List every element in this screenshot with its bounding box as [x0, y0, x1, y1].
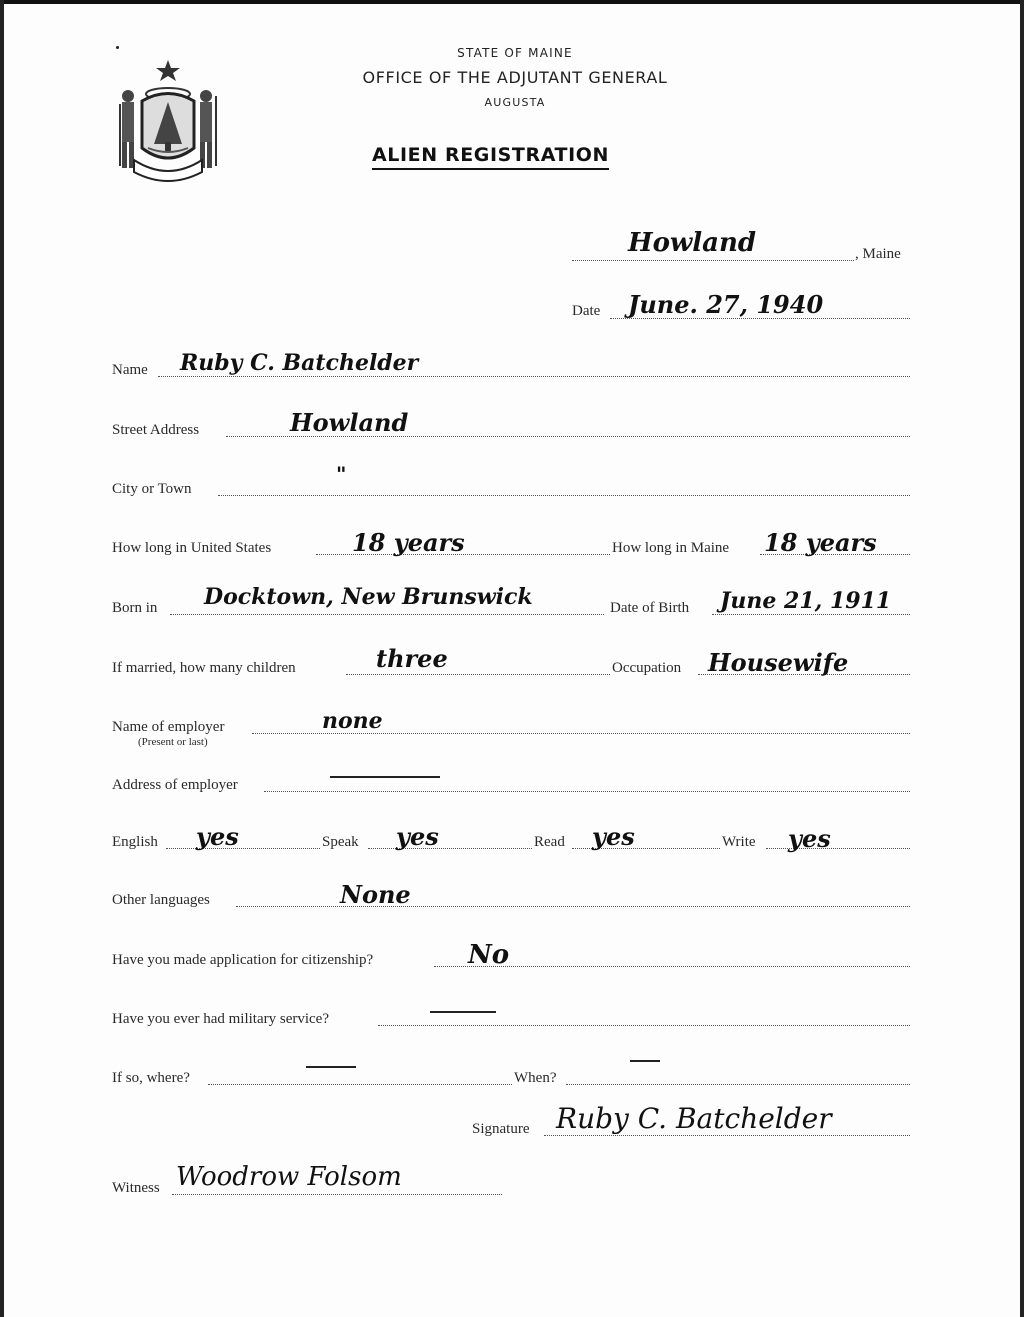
speak-label: Speak: [322, 834, 359, 850]
citizenship-label: Have you made application for citizenship?: [112, 952, 374, 968]
employer-address-label: Address of employer: [112, 777, 238, 793]
employer-address-dash: [330, 776, 440, 778]
place-line: [572, 260, 854, 261]
dob-label: Date of Birth: [610, 600, 690, 616]
header-state: STATE OF MAINE: [457, 46, 573, 60]
military-label: Have you ever had military service?: [112, 1011, 329, 1027]
witness-label: Witness: [112, 1180, 160, 1196]
when-dash: [630, 1060, 660, 1062]
scan-edge-left: [0, 0, 4, 1317]
street-address-label: Street Address: [112, 422, 200, 438]
speak-entry: yes: [396, 822, 439, 851]
employer-address-line: [264, 791, 910, 792]
english-line: [166, 848, 320, 849]
other-languages-label: Other languages: [112, 892, 210, 908]
name-label: Name: [112, 362, 148, 378]
dob-entry: June 21, 1911: [720, 588, 892, 614]
write-label: Write: [722, 834, 756, 850]
scan-edge-top: [0, 0, 1024, 4]
english-label: English: [112, 834, 158, 850]
children-entry: three: [376, 644, 448, 673]
employer-sublabel: (Present or last): [138, 736, 208, 748]
city-label: City or Town: [112, 481, 192, 497]
read-label: Read: [534, 834, 565, 850]
city-line: [218, 495, 910, 496]
when-line: [566, 1084, 910, 1085]
english-entry: yes: [196, 822, 239, 851]
other-languages-line: [236, 906, 910, 907]
children-line: [346, 674, 610, 675]
date-label: Date: [572, 303, 601, 319]
military-dash: [430, 1011, 496, 1013]
born-in-entry: Docktown, New Brunswick: [204, 584, 533, 610]
children-label: If married, how many children: [112, 660, 296, 676]
dob-line: [712, 614, 910, 615]
signature-entry: Ruby C. Batchelder: [556, 1102, 832, 1135]
citizenship-entry: No: [468, 940, 510, 970]
other-languages-entry: None: [340, 880, 411, 909]
occupation-label: Occupation: [612, 660, 682, 676]
form-title: ALIEN REGISTRATION: [372, 144, 609, 170]
place-suffix-label: , Maine: [855, 246, 901, 262]
speak-line: [368, 848, 532, 849]
employer-entry: none: [322, 708, 383, 734]
witness-entry: Woodrow Folsom: [176, 1162, 402, 1192]
name-entry: Ruby C. Batchelder: [180, 350, 419, 376]
born-in-label: Born in: [112, 600, 158, 616]
employer-label: Name of employer: [112, 719, 225, 735]
street-address-entry: Howland: [290, 408, 409, 437]
when-label: When?: [514, 1070, 557, 1086]
where-label: If so, where?: [112, 1070, 190, 1086]
maine-state-seal-icon: [112, 56, 224, 186]
date-entry: June. 27, 1940: [628, 290, 824, 319]
where-line: [208, 1084, 512, 1085]
signature-label: Signature: [472, 1121, 530, 1137]
signature-line: [544, 1135, 910, 1136]
where-dash: [306, 1066, 356, 1068]
write-entry: yes: [788, 824, 831, 853]
city-entry: ": [336, 462, 347, 486]
place-entry: Howland: [628, 228, 757, 258]
witness-line: [172, 1194, 502, 1195]
read-entry: yes: [592, 822, 635, 851]
header-office: OFFICE OF THE ADJUTANT GENERAL: [362, 68, 668, 87]
us-years-entry: 18 years: [352, 528, 465, 557]
header-city: AUGUSTA: [484, 96, 546, 109]
us-years-label: How long in United States: [112, 540, 272, 556]
born-in-line: [170, 614, 604, 615]
occupation-entry: Housewife: [708, 648, 849, 677]
scan-speck: [116, 46, 119, 49]
scan-edge-right: [1020, 0, 1024, 1317]
military-line: [378, 1025, 910, 1026]
name-line: [158, 376, 910, 377]
maine-years-label: How long in Maine: [612, 540, 730, 556]
maine-years-entry: 18 years: [764, 528, 877, 557]
